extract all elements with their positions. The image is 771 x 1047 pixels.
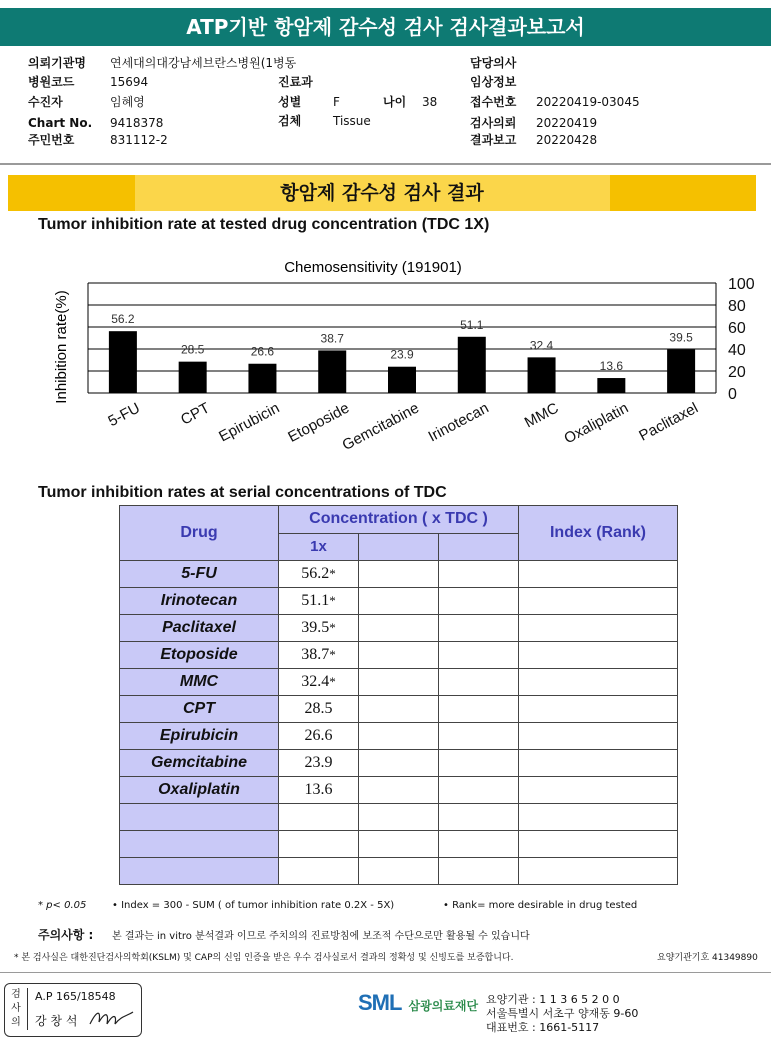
license-number: A.P 165/18548 — [35, 990, 116, 1003]
x-tick-label: MMC — [521, 399, 562, 432]
chart-label: Chart No. — [28, 116, 93, 130]
sub-header-empty — [359, 533, 439, 561]
signature-icon — [87, 1006, 137, 1030]
chart-value: 9418378 — [110, 116, 164, 130]
empty-cell — [439, 804, 519, 831]
index-cell — [519, 723, 678, 750]
org-name: 삼광의료재단 — [408, 999, 479, 1013]
empty-cell — [359, 831, 439, 858]
empty-cell — [439, 750, 519, 777]
empty-cell — [439, 588, 519, 615]
section-banner — [8, 175, 756, 211]
index-cell — [519, 750, 678, 777]
age-label: 나이 — [383, 95, 407, 109]
index-cell — [519, 561, 678, 588]
value-cell — [279, 831, 359, 858]
bar-value-label: 38.7 — [320, 331, 344, 346]
x-tick-label: Etoposide — [285, 399, 353, 446]
value-cell — [279, 642, 359, 669]
bar — [318, 350, 346, 393]
patient-value: 임혜영 — [110, 95, 145, 109]
patient-label: 수진자 — [28, 95, 63, 109]
bar-value-label: 32.4 — [529, 338, 554, 353]
value-text: 39.5 — [301, 619, 330, 636]
table-row — [120, 561, 678, 588]
value-text: 23.9 — [304, 754, 333, 771]
p-note: * p< 0.05 — [38, 900, 87, 911]
divider — [0, 163, 771, 165]
chart-title: Chemosensitivity (191901) — [284, 259, 462, 276]
drug-cell: Irinotecan — [120, 588, 279, 615]
x-tick-label: Irinotecan — [425, 399, 492, 446]
x-tick-label: Oxaliplatin — [561, 399, 632, 448]
rank-note: • Rank= more desirable in drug tested — [443, 900, 638, 911]
table-row — [120, 804, 678, 831]
value-text: 13.6 — [304, 781, 333, 798]
index-cell — [519, 831, 678, 858]
value-text: 38.7 — [301, 646, 330, 663]
value-cell — [279, 588, 359, 615]
bar — [528, 357, 556, 393]
caution-text: 본 결과는 in vitro 분석결과 이므로 주치의의 진료방침에 보조적 수단으로만 활용될 수 있습니다 — [112, 931, 530, 942]
index-cell — [519, 777, 678, 804]
empty-cell — [359, 696, 439, 723]
bar-value-label: 23.9 — [390, 347, 414, 362]
y-tick-label: 60 — [728, 320, 746, 337]
table-row — [120, 750, 678, 777]
table-heading: Tumor inhibition rates at serial concentrations of TDC — [38, 484, 447, 501]
id-value: 831112-2 — [110, 133, 168, 147]
bar — [248, 364, 276, 393]
value-cell — [279, 777, 359, 804]
request-value: 20220419 — [536, 116, 598, 130]
table-row — [120, 723, 678, 750]
bar — [458, 337, 486, 393]
sex-label: 성별 — [278, 95, 302, 109]
results-table — [119, 505, 678, 885]
drug-cell — [120, 831, 279, 858]
significance-mark: * — [329, 620, 336, 635]
value-cell — [279, 750, 359, 777]
sub-header-1x: 1x — [279, 533, 359, 561]
specimen-value: Tissue — [333, 114, 371, 128]
y-tick-label: 40 — [728, 342, 746, 359]
receipt-value: 20220419-03045 — [536, 95, 640, 109]
drug-cell: Etoposide — [120, 642, 279, 669]
stamp-label: 검사의 — [9, 988, 28, 1030]
sml-logo — [358, 990, 478, 1016]
value-cell — [279, 858, 359, 885]
significance-mark: * — [329, 647, 336, 662]
bar — [597, 378, 625, 393]
id-label: 주민번호 — [28, 133, 75, 147]
age-value: 38 — [422, 95, 438, 109]
cert-text: * 본 검사실은 대한진단검사의학회(KSLM) 및 CAP의 신임 인증을 받은 우수 검사실로서 결과의 정확성 및 신빙도를 보증합니다. — [14, 953, 514, 963]
agency-line: 요양기관 : 1 1 3 6 5 2 0 0 — [486, 993, 620, 1006]
empty-cell — [439, 723, 519, 750]
index-cell — [519, 642, 678, 669]
specimen-label: 검체 — [278, 114, 302, 128]
empty-cell — [359, 858, 439, 885]
code-value: 15694 — [110, 75, 149, 89]
y-tick-label: 20 — [728, 364, 746, 381]
drug-cell: MMC — [120, 669, 279, 696]
index-note: • Index = 300 - SUM ( of tumor inhibition rate 0.2X - 5X) — [112, 900, 395, 911]
drug-cell: CPT — [120, 696, 279, 723]
value-text: 32.4 — [301, 673, 330, 690]
value-text: 51.1 — [301, 592, 330, 609]
table-row — [120, 858, 678, 885]
chemosensitivity-chart — [0, 245, 771, 495]
caution-label: 주의사항 : — [38, 928, 94, 942]
empty-cell — [359, 723, 439, 750]
empty-cell — [359, 750, 439, 777]
bar-value-label: 51.1 — [460, 317, 484, 332]
value-cell — [279, 561, 359, 588]
value-cell — [279, 723, 359, 750]
x-tick-label: CPT — [178, 399, 213, 429]
report-title: ATP기반 항암제 감수성 검사 검사결과보고서 — [0, 8, 771, 46]
empty-cell — [439, 777, 519, 804]
empty-cell — [359, 615, 439, 642]
significance-mark: * — [329, 593, 336, 608]
y-axis-label: Inhibition rate(%) — [53, 290, 70, 404]
significance-mark: * — [329, 566, 336, 581]
x-tick-label: 5-FU — [105, 399, 143, 431]
value-cell — [279, 669, 359, 696]
bar-value-label: 56.2 — [111, 312, 135, 327]
value-cell — [279, 615, 359, 642]
empty-cell — [359, 777, 439, 804]
value-text: 56.2 — [301, 565, 330, 582]
value-cell — [279, 804, 359, 831]
bar — [388, 367, 416, 393]
table-row — [120, 588, 678, 615]
empty-cell — [359, 804, 439, 831]
table-row — [120, 642, 678, 669]
bar — [179, 362, 207, 393]
bar-value-label: 39.5 — [669, 330, 693, 345]
index-header: Index (Rank) — [519, 506, 678, 561]
doctor-name: 강 창 석 — [35, 1014, 78, 1028]
drug-cell: Epirubicin — [120, 723, 279, 750]
index-cell — [519, 858, 678, 885]
drug-cell — [120, 804, 279, 831]
sub-header-empty — [439, 533, 519, 561]
request-label: 검사의뢰 — [470, 116, 517, 130]
y-tick-label: 100 — [728, 276, 755, 293]
signature-stamp — [4, 983, 142, 1037]
empty-cell — [359, 588, 439, 615]
drug-cell: Gemcitabine — [120, 750, 279, 777]
value-text: 26.6 — [304, 727, 333, 744]
value-cell — [279, 696, 359, 723]
hospital-label: 의뢰기관명 — [28, 56, 86, 70]
empty-cell — [439, 669, 519, 696]
empty-cell — [439, 615, 519, 642]
table-row — [120, 696, 678, 723]
index-cell — [519, 669, 678, 696]
empty-cell — [359, 669, 439, 696]
hospital-value: 연세대의대강남세브란스병원(1병동 — [110, 56, 297, 70]
empty-cell — [439, 831, 519, 858]
footer-divider — [0, 972, 771, 973]
drug-cell: Oxaliplatin — [120, 777, 279, 804]
drug-header: Drug — [120, 506, 279, 561]
result-label: 결과보고 — [470, 133, 517, 147]
concentration-header: Concentration ( x TDC ) — [279, 506, 519, 534]
table-row — [120, 831, 678, 858]
empty-cell — [439, 642, 519, 669]
index-cell — [519, 588, 678, 615]
sex-value: F — [333, 95, 340, 109]
x-tick-label: Gemcitabine — [339, 399, 422, 455]
result-value: 20220428 — [536, 133, 598, 147]
empty-cell — [439, 696, 519, 723]
bar-value-label: 13.6 — [599, 359, 624, 374]
table-row — [120, 669, 678, 696]
code-label: 병원코드 — [28, 75, 75, 89]
logo-mark: SML — [358, 990, 402, 1015]
bar-value-label: 26.6 — [250, 344, 275, 359]
empty-cell — [359, 642, 439, 669]
table-row — [120, 777, 678, 804]
index-cell — [519, 696, 678, 723]
y-tick-label: 0 — [728, 386, 737, 403]
index-cell — [519, 615, 678, 642]
bar-value-label: 28.5 — [180, 342, 205, 357]
y-tick-label: 80 — [728, 298, 746, 315]
empty-cell — [439, 561, 519, 588]
section-banner-title: 항암제 감수성 검사 결과 — [280, 182, 484, 204]
doctor-label: 담당의사 — [470, 56, 517, 70]
bar — [109, 331, 137, 393]
clinical-label: 임상정보 — [470, 75, 517, 89]
value-text: 28.5 — [304, 700, 333, 717]
dept-label: 진료과 — [278, 75, 313, 89]
significance-mark: * — [329, 674, 336, 689]
phone-line: 대표번호 : 1661-5117 — [486, 1021, 600, 1034]
drug-cell — [120, 858, 279, 885]
table-row — [120, 615, 678, 642]
empty-cell — [359, 561, 439, 588]
receipt-label: 접수번호 — [470, 95, 517, 109]
x-tick-label: Epirubicin — [216, 399, 283, 446]
bar — [667, 350, 695, 393]
address-line: 서울특별시 서초구 양재동 9-60 — [486, 1007, 639, 1020]
drug-cell: 5-FU — [120, 561, 279, 588]
x-tick-label: Paclitaxel — [636, 399, 701, 445]
chart-heading: Tumor inhibition rate at tested drug concentration (TDC 1X) — [38, 216, 490, 233]
drug-cell: Paclitaxel — [120, 615, 279, 642]
empty-cell — [439, 858, 519, 885]
index-cell — [519, 804, 678, 831]
agency-code: 요양기관기호 41349890 — [657, 953, 758, 963]
